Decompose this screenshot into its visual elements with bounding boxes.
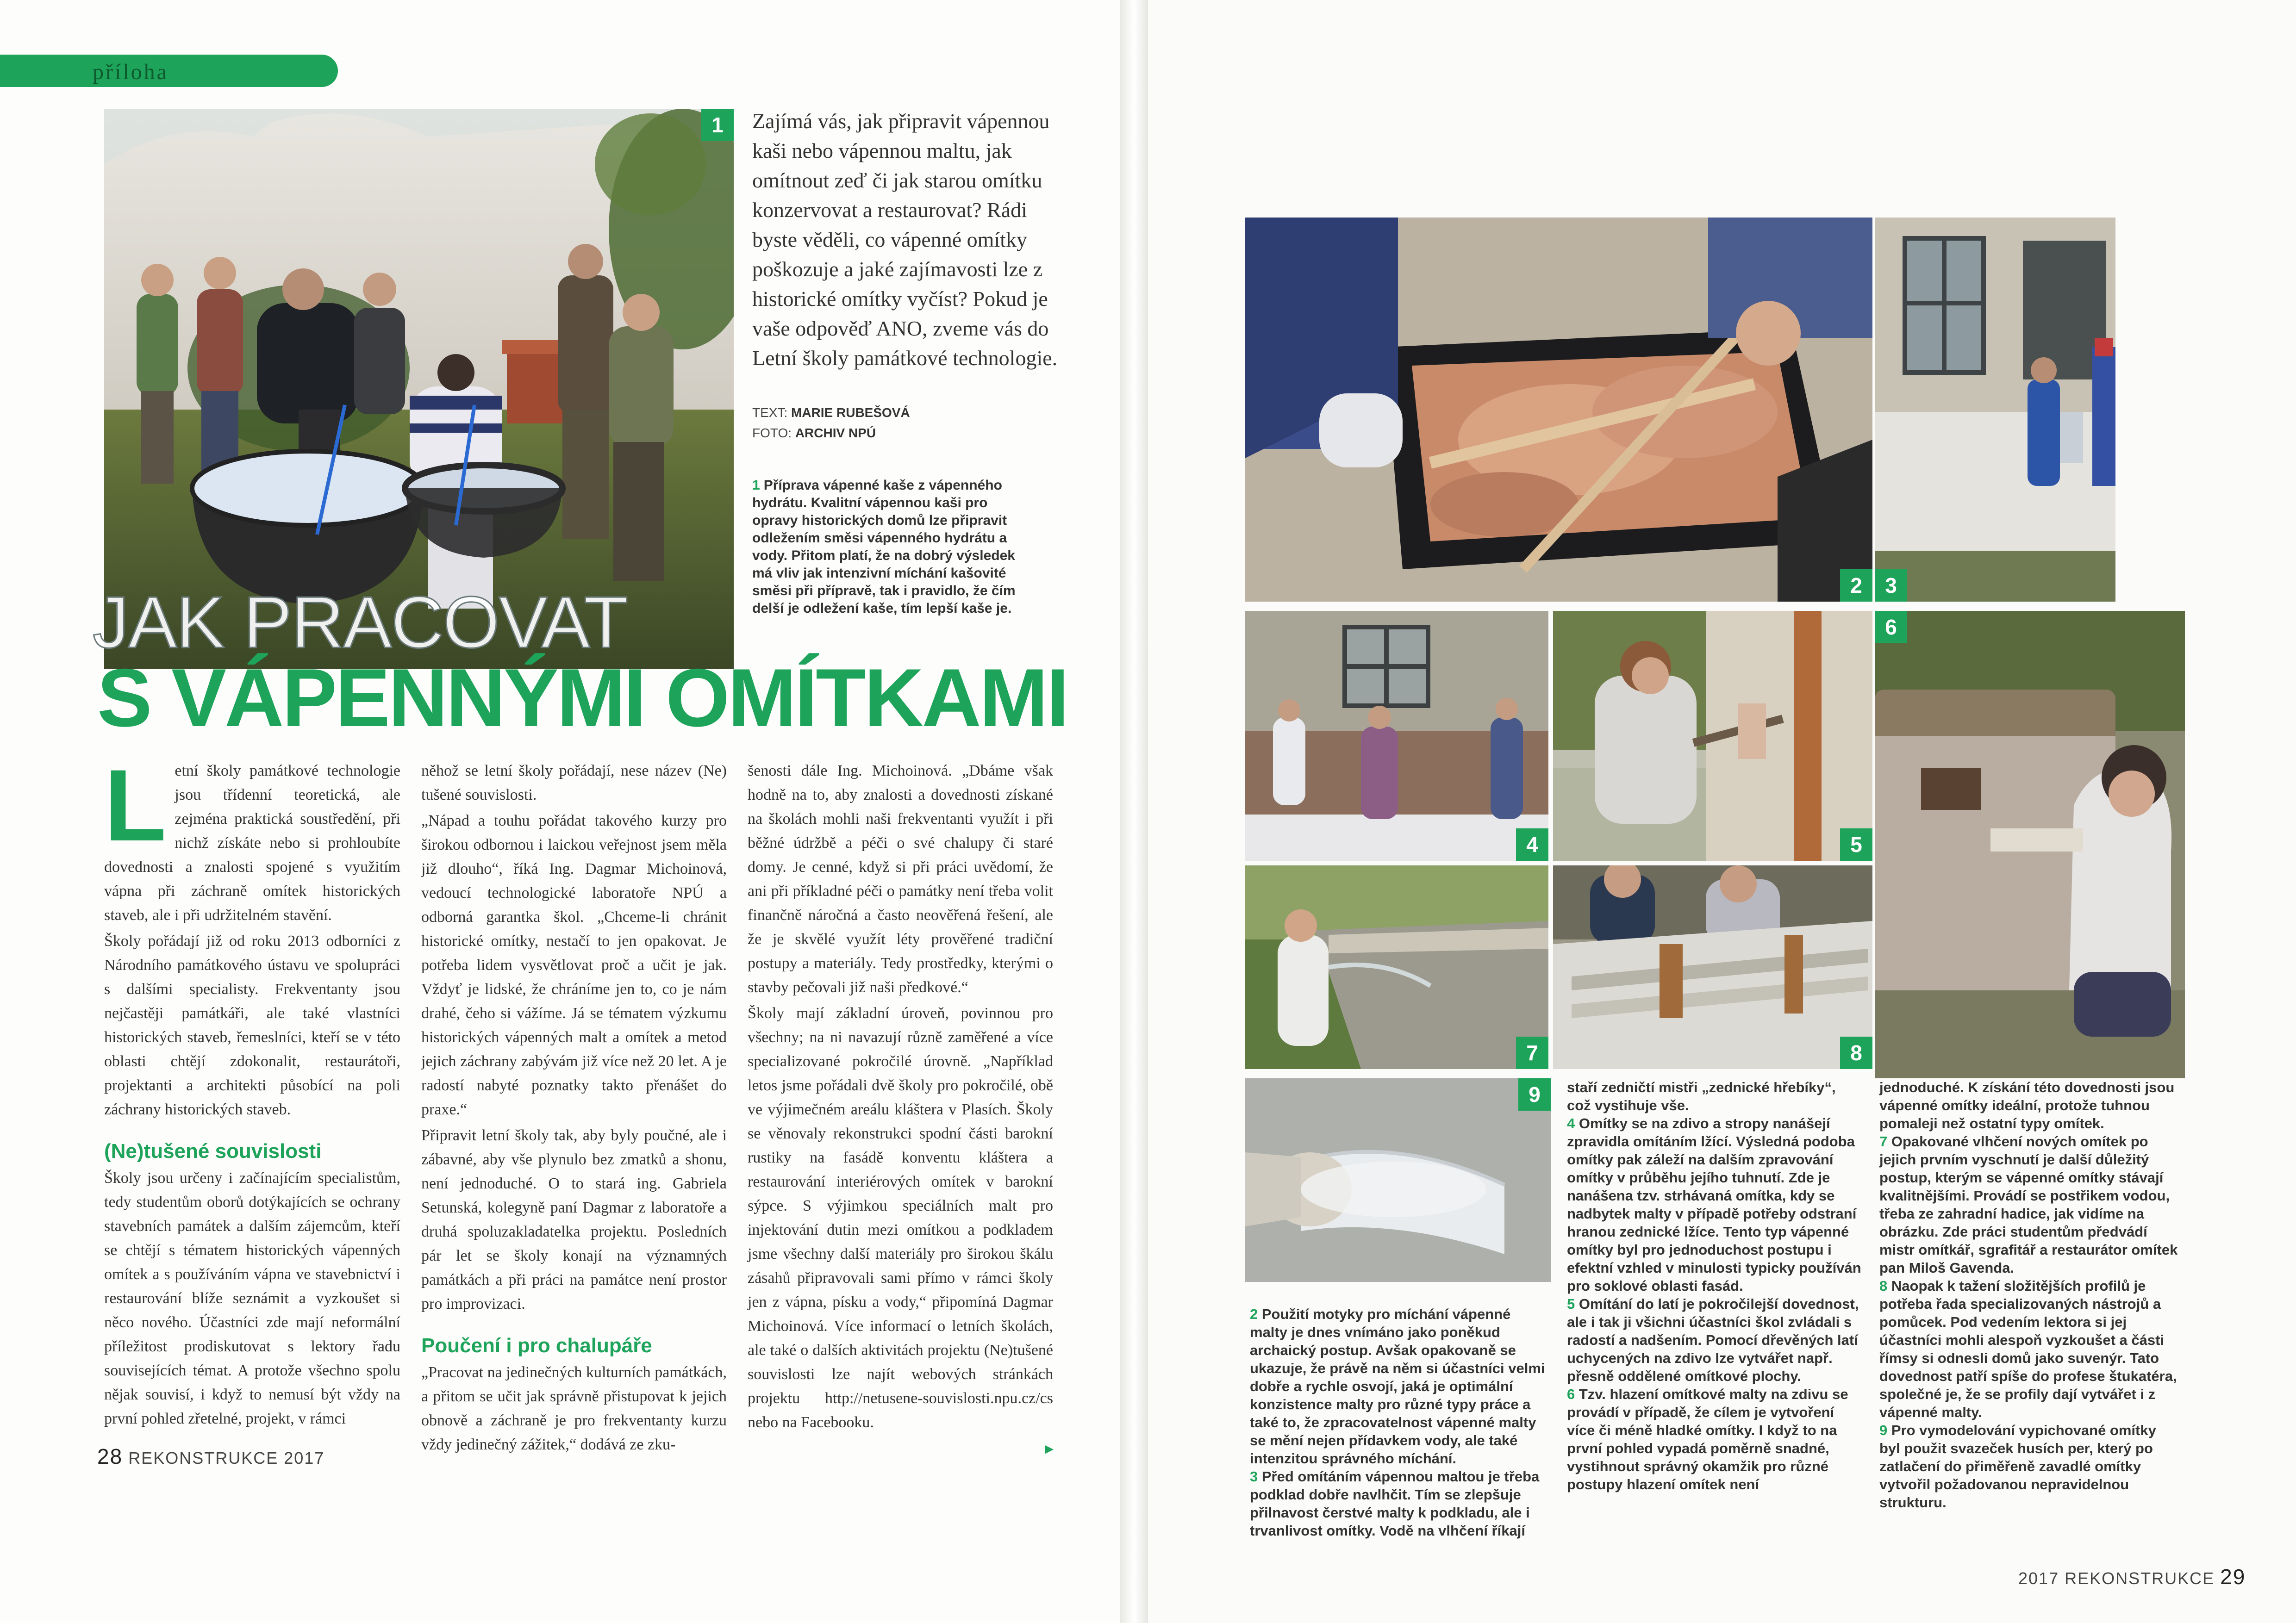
folio-left (97, 1444, 324, 1469)
folio-right (2018, 1564, 2246, 1589)
photo-number: 6 (1875, 611, 1907, 643)
caption-text: Omítání do latí je pokročilejší dovednost, ale i tak ji všichni účastníci škol zvládali s radostí a nadšením. Pomocí dřevěných latí uchycených na zdivo lze vytvářet např. přesně oddělené omítkové plochy. (1567, 1296, 1859, 1384)
paragraph: Připravit letní školy tak, aby byly poučné, ale i zábavné, aby vše plynulo bez zmatků a shonu, není jednoduché. O to stará ing. Gabriela Setunská, kolegyně paní Dagmar z laboratoře a druhá spoluzakladatelka projektu. Posledních pár let se školy konají na významných památkách a při práci na památce není prostor pro improvizaci. (421, 1127, 727, 1312)
caption-5 (1567, 1295, 1863, 1385)
paragraph: „Nápad a touhu pořádat takového kurzy pro širokou odbornou i laickou veřejnost jsem měla již dlouho“, říká Ing. Dagmar Michoinová, vedoucí technologické laboratoře NPÚ a odborná garantka škol. „Chceme-li chránit historické omítky, nestačí to jen opakovat. Je potřeba lidem vysvětlovat proč a učit je jak. Vždyť je lidské, že chráníme jen to, co je nám drahé, čeho si vážíme. Já se tématem výzkumu historických vápenných malt a omítek a metod jejich záchrany zabývám již více než 20 let. A je radostí nabyté poznatky takto přenášet do praxe.“ (421, 812, 727, 1118)
caption-4 (1567, 1114, 1863, 1295)
caption-text: Omítky se na zdivo a stropy nanášejí zpravidla omítáním lžící. Výsledná podoba omítky pak záleží na dalším zpravování omítky v průběhu jejího tuhnutí. Zde je nanášena tzv. strhávaná omítka, kdy se nadbytek malty v případě potřeby odstraní hranou zednické lžíce. Tento typ vápenné omítky byl pro jednoduchost postupu i efektní vzhled v minulosti typicky používán pro soklové oblasti fasád. (1567, 1115, 1861, 1294)
title-line-2: S VÁPENNÝMI OMÍTKAMI (97, 652, 1067, 744)
photo-number: 9 (1518, 1078, 1551, 1111)
caption-text: Příprava vápenné kaše z vápenného hydrátu. Kvalitní vápennou kaši pro opravy historických domů lze připravit odležením směsi vápenného hydrátu a vody. Přitom platí, že na dobrý výsledek má vliv jak intenzivní míchání kašovité směsi při přípravě, tak i pravidlo, že čím delší je odležení kaše, tím lepší kaše je. (752, 478, 1016, 616)
caption-text: Tzv. hlazení omítkové malty na zdivu se provádí v případě, že cílem je vytvoření více či méně hladké omítky. I když to na první pohled vypadá poměrně snadné, vystihnout správný okamžik pro různé postupy hlazení omítek není (1567, 1386, 1848, 1492)
photo-number: 8 (1840, 1037, 1872, 1069)
section-tab (0, 55, 338, 87)
caption-8 (1879, 1277, 2180, 1421)
gutter (1120, 0, 1148, 1623)
folio-label: 2017 REKONSTRUKCE (2018, 1569, 2215, 1588)
paragraph: Školy jsou určeny i začínajícím specialistům, tedy studentům oborů dotýkajících se ochrany stavebních památek a dalším zájemcům, kteří se chtějí s tématem historických vápenných omítek a s používáním vápna ve stavebnictví i restaurování blíže seznámit a vyzkoušet si něco nového. Účastníci zde mají neformální příležitost prodiskutovat s lektory řadu souvisejících témat. A protože všechno spolu nějak souvisí, i když to nemusí být vždy na první pohled zřetelné, projekt, v rámci (104, 1169, 400, 1427)
caption-text: Před omítáním vápennou maltou je třeba podklad dobře navlhčit. Tím se zlepšuje přilnavost čerstvé malty k podkladu, ale i trvanlivost omítky. Vodě na vlhčení říkají (1250, 1468, 1540, 1539)
photo-8-image (1553, 865, 1872, 1069)
paragraph: Školy mají základní úroveň, povinnou pro všechny; na ni navazují různě zaměřené a více specializované pokročilé úrovně. „Například letos jsme pořádali dvě školy pro pokročilé, obě ve výjimečném areálu kláštera v Plasích. Školy se věnovaly rekonstrukci spodní části barokní rustiky na fasádě konventu kláštera a restaurování interiérových omítek v barokní sýpce. S výjimkou speciálních malt pro injektování dutin mezi omítkou a podkladem jsme všechny další materiály pro širokou škálu zásahů připravovali sami přímo v rámci školy jen z vápna, písku a vody,“ připomíná Dagmar Michoinová. Více informací o letních školách, ale také o dalších aktivitách projektu (Ne)tušené souvislosti lze najít webových stránkách projektu http://netusene-souvislosti.npu.cz/cs nebo na Facebooku. (748, 1005, 1053, 1431)
caption-1 (752, 477, 1030, 617)
paragraph: Školy pořádají již od roku 2013 odborníci z Národního památkového ústavu ve spolupráci s dalšími specialisty. Frekventanty jsou nejčastěji památkáři, ale také vlastníci historických staveb, řemeslníci, kteří se v této oblasti chtějí zdokonalit, restaurátoři, projektanti a architekti působící na poli záchrany historických staveb. (104, 933, 400, 1118)
photo-label: FOTO: (752, 426, 792, 440)
right-page (1148, 0, 2296, 1623)
article-column-3 (748, 759, 1053, 1463)
left-page (0, 0, 1120, 1623)
caption-3-continued: staří zedničtí mistři „zednické hřebíky“, což vystihuje vše. (1567, 1079, 1836, 1113)
caption-6-continued: jednoduché. K získání této dovednosti jsou vápenné omítky ideální, protože tuhnou pomaleji než ostatní typy omítek. (1879, 1079, 2175, 1132)
article-column-1 (104, 748, 400, 1433)
dropcap: L (104, 748, 167, 862)
photo-7 (1245, 865, 1548, 1069)
photo-5-image (1553, 611, 1872, 861)
title-line-1: JAK PRACOVAT (93, 582, 628, 663)
photo-number: 3 (1875, 569, 1907, 602)
intro-text: Zajímá vás, jak připravit vápennou kaši nebo vápennou maltu, jak omítnout zeď či jak starou omítku konzervovat a restaurovat? Rádi byste věděli, co vápenné omítky poškozuje a jaké zajímavosti lze z historické omítky vyčíst? Pokud je vaše odpověď ANO, zveme vás do Letní školy památkové technologie. (752, 109, 1058, 370)
paragraph: něhož se letní školy pořádají, nese název (Ne) tušené souvislosti. (421, 762, 727, 803)
caption-number: 2 (1250, 1306, 1258, 1322)
caption-3 (1250, 1468, 1546, 1540)
photo-6-image (1875, 611, 2185, 1078)
captions-column-c (1879, 1078, 2180, 1511)
paragraph: „Pracovat na jedinečných kulturních památkách, a přitom se učit jak správně přistupovat k jejich obnově a záchraně je pro frekventanty kurzu vždy jedinečný zážitek,“ dodává ze zku- (421, 1364, 727, 1453)
photo-author: ARCHIV NPÚ (795, 426, 876, 440)
captions-column-b (1567, 1078, 1863, 1493)
photo-number: 5 (1840, 828, 1872, 861)
caption-text: Naopak k tažení složitějších profilů je potřeba řada specializovaných nástrojů a pomůcek. Pod vedením lektora si jej účastníci mohli alespoň vyzkoušet a části římsy si odnesli domů jako suvenýr. Tato dovednost patří spíše do profese štukatéra, společné je, že se profily dají vytvářet i z vápenné malty. (1879, 1278, 2177, 1420)
photo-9-image (1245, 1078, 1551, 1282)
caption-9 (1879, 1421, 2180, 1511)
photo-number: 7 (1516, 1037, 1548, 1069)
page-number: 28 (97, 1444, 123, 1468)
caption-text: Pro vymodelování vypichované omítky byl použit svazeček husích per, který po zatlačení do přiměřeně zavadlé omítky vytvořil požadovanou nepravidelnou strukturu. (1879, 1422, 2156, 1511)
photo-4-image (1245, 611, 1548, 861)
photo-5 (1553, 611, 1872, 861)
photo-2 (1245, 218, 1872, 602)
photo-3 (1875, 218, 2115, 602)
text-label: TEXT: (752, 405, 788, 420)
caption-number: 6 (1567, 1386, 1575, 1402)
paragraph: šenosti dále Ing. Michoinová. „Dbáme však hodně na to, aby znalosti a dovednosti získané na školách mohli naši frekventanti využít i při běžné údržbě a péči o své chalupy či staré domy. Je cenné, když si při práci uvědomí, že ani při příkladné péči o památky není třeba volit finančně náročná a často neověřená řešení, ale že je skvělé využít léty prověřené tradiční postupy a materiály. Tedy prostředky, kterými o stavby pečovali již naši předkové.“ (748, 762, 1053, 996)
end-mark: ▸ (1045, 1440, 1053, 1457)
caption-number: 7 (1879, 1133, 1888, 1150)
folio-label: REKONSTRUKCE 2017 (128, 1449, 325, 1468)
caption-number: 3 (1250, 1468, 1258, 1485)
photo-3-image (1875, 218, 2115, 602)
page-number: 29 (2220, 1565, 2246, 1589)
caption-number: 5 (1567, 1296, 1575, 1312)
photo-2-image (1245, 218, 1872, 602)
photo-9 (1245, 1078, 1551, 1282)
photo-number: 2 (1840, 569, 1872, 602)
paragraph: etní školy památkové technologie jsou třídenní teoretická, ale zejména praktická soustředění, při nichž získáte nebo si prohloubíte dovednosti a znalosti spojené s využitím vápna při záchraně omítek historických staveb, ale i při udržitelném stavění. (104, 762, 400, 924)
photo-number: 4 (1516, 828, 1548, 861)
subheading-chalupari: Poučení i pro chalupáře (421, 1334, 652, 1357)
photo-7-image (1245, 865, 1548, 1069)
photo-8 (1553, 865, 1872, 1069)
subheading-souvislosti: (Ne)tušené souvislosti (104, 1140, 322, 1163)
caption-6 (1567, 1385, 1863, 1493)
credits (752, 403, 1067, 443)
photo-6 (1875, 611, 2185, 1078)
caption-number: 4 (1567, 1115, 1575, 1132)
caption-text: Opakované vlhčení nových omítek po jejich prvním vyschnutí je další důležitý postup, kterým se vápenné omítky stávají kvalitnějšími. Provádí se postřikem vodou, třeba ze zahradní hadice, jak vidíme na obrázku. Zde práci studentům předvádí mistr omítkář, sgrafitář a restaurátor omítek pan Miloš Gavenda. (1879, 1133, 2178, 1276)
caption-number: 1 (752, 478, 760, 493)
photo-4 (1245, 611, 1548, 861)
caption-number: 9 (1879, 1422, 1888, 1438)
caption-number: 8 (1879, 1278, 1888, 1294)
text-author: MARIE RUBEŠOVÁ (791, 405, 910, 420)
captions-column-a (1250, 1305, 1546, 1540)
section-tab-label: příloha (93, 60, 168, 84)
caption-text: Použití motyky pro míchání vápenné malty je dnes vnímáno jako poněkud archaický postup. Avšak opakovaně se ukazuje, že právě na něm si účastníci velmi dobře a rychle osvojí, jaká je optimální konzistence malty pro různé typy práce a také to, že zpracovatelnost vápenné malty se mění nejen přídavkem vody, ale také intenzitou správného míchání. (1250, 1306, 1545, 1467)
article-column-2 (421, 759, 727, 1459)
caption-7 (1879, 1132, 2180, 1277)
photo-number: 1 (701, 109, 734, 141)
caption-2 (1250, 1305, 1546, 1468)
